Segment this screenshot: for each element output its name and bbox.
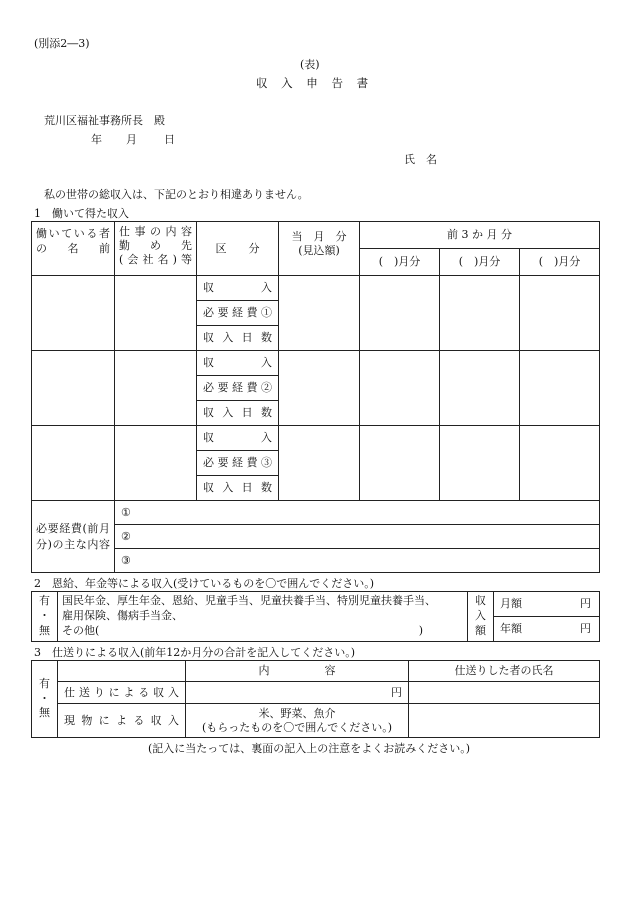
prev-month-2-1[interactable] (360, 351, 440, 426)
in-kind-label: 現物による収入 (58, 704, 186, 738)
pension-other[interactable]: その他( ) (62, 623, 423, 637)
category-expense: 必要経費③ (197, 451, 279, 476)
remittance-amount-field[interactable]: 円 (186, 682, 409, 704)
in-kind-sender-field[interactable] (409, 704, 600, 738)
in-kind-items[interactable]: 米、野菜、魚介 (もらったものを〇で囲んでください。) (186, 704, 409, 738)
remittance-yes-no[interactable]: 有 ・ 無 (32, 661, 58, 738)
pension-yes-no[interactable]: 有 ・ 無 (32, 592, 58, 642)
applicant-name-label: 氏 名 (404, 153, 437, 166)
category-expense: 必要経費① (197, 301, 279, 326)
income-amount-label: 収 入 額 (468, 592, 494, 642)
blank-header-cell (58, 661, 186, 682)
month-col-2: ( )月分 (440, 249, 520, 276)
category-income: 収 入 (197, 426, 279, 451)
prev-month-1-1[interactable] (360, 276, 440, 351)
date-day: 日 (164, 133, 175, 146)
category-income: 収 入 (197, 276, 279, 301)
pension-line-1: 国民年金、厚生年金、恩給、児童手当、児童扶養手当、特別児童扶養手当、 (62, 594, 436, 608)
prev-month-3-3[interactable] (520, 426, 600, 501)
worker-name-1[interactable] (32, 276, 115, 351)
footer-note: (記入に当たっては、裏面の記入上の注意をよくお読みください。) (148, 742, 471, 755)
prev-month-3-1[interactable] (360, 426, 440, 501)
prev-month-1-2[interactable] (440, 276, 520, 351)
month-col-1: ( )月分 (360, 249, 440, 276)
prev-month-1-3[interactable] (520, 276, 600, 351)
sender-name-header: 仕送りした者の氏名 (409, 661, 600, 682)
prev-3-months-header: 前 3 か 月 分 (360, 222, 600, 249)
date-year: 年 (91, 133, 102, 146)
pension-line-2: 雇用保険、傷病手当金、 (62, 609, 183, 623)
pension-table (31, 591, 600, 642)
expense-detail-label: 必要経費(前月分)の主な内容 (32, 501, 115, 573)
worker-name-2[interactable] (32, 351, 115, 426)
section2-title: 2 恩給、年金等による収入(受けているものを〇で囲んでください。) (34, 577, 375, 590)
category-header: 区 分 (197, 222, 279, 276)
employer-3[interactable] (115, 426, 197, 501)
worker-name-header: 働いている者の名前 (32, 222, 115, 276)
prev-month-3-2[interactable] (440, 426, 520, 501)
current-month-1[interactable] (279, 276, 360, 351)
current-month-header: 当 月 分 (見込額) (279, 222, 360, 276)
remittance-label: 仕送りによる収入 (58, 682, 186, 704)
employer-1[interactable] (115, 276, 197, 351)
category-expense: 必要経費② (197, 376, 279, 401)
remittance-table (31, 660, 600, 738)
expense-detail-3[interactable]: ③ (115, 549, 600, 573)
form-number: (別添2―3) (34, 37, 90, 50)
content-header: 内 容 (186, 661, 409, 682)
expense-detail-2[interactable]: ② (115, 525, 600, 549)
section1-title: 1 働いて得た収入 (34, 207, 129, 220)
worker-name-3[interactable] (32, 426, 115, 501)
category-days: 収入日数 (197, 326, 279, 351)
date-month: 月 (126, 133, 137, 146)
remittance-sender-field[interactable] (409, 682, 600, 704)
section3-title: 3 仕送りによる収入(前年12か月分の合計を記入してください。) (34, 646, 356, 659)
category-days: 収入日数 (197, 401, 279, 426)
category-days: 収入日数 (197, 476, 279, 501)
addressee: 荒川区福祉事務所長 殿 (44, 114, 165, 127)
monthly-amount-field[interactable]: 月額 円 (494, 592, 600, 617)
prev-month-2-2[interactable] (440, 351, 520, 426)
current-month-2[interactable] (279, 351, 360, 426)
employer-2[interactable] (115, 351, 197, 426)
current-month-3[interactable] (279, 426, 360, 501)
category-income: 収 入 (197, 351, 279, 376)
declaration: 私の世帯の総収入は、下記のとおり相違ありません。 (44, 188, 309, 201)
side-label: (表) (300, 58, 320, 71)
pension-types[interactable] (58, 592, 468, 642)
work-income-table (31, 221, 600, 573)
employer-header: 仕事の内容 勤 め 先 (会社名)等 (115, 222, 197, 276)
page-title: 収 入 申 告 書 (256, 76, 374, 90)
annual-amount-field[interactable]: 年額 円 (494, 617, 600, 642)
month-col-3: ( )月分 (520, 249, 600, 276)
prev-month-2-3[interactable] (520, 351, 600, 426)
expense-detail-1[interactable]: ① (115, 501, 600, 525)
